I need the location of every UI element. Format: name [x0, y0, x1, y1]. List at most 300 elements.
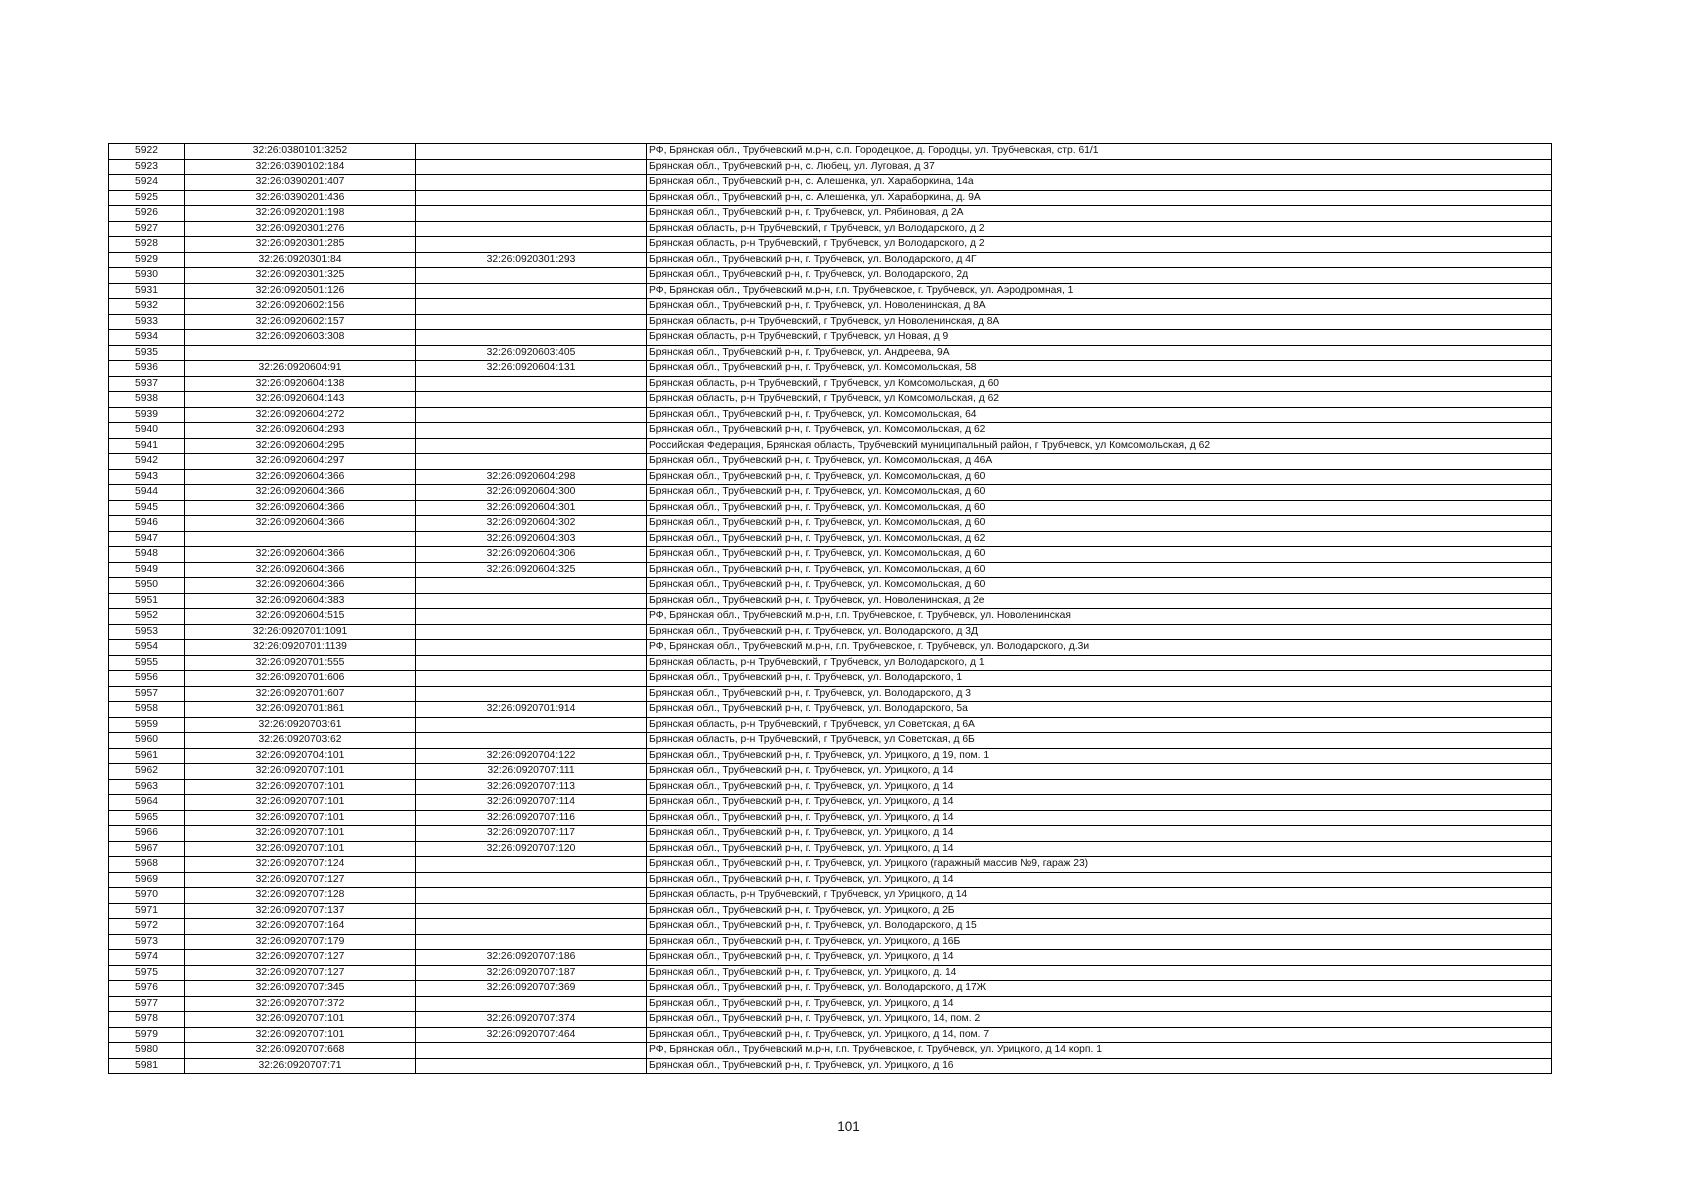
address-cell: Брянская обл., Трубчевский р-н, г. Трубчевск, ул. Комсомольская, д 60: [647, 547, 1552, 563]
row-number-cell: 5962: [109, 764, 185, 780]
row-number-cell: 5923: [109, 159, 185, 175]
cadastral-number-cell: 32:26:0920604:143: [185, 392, 416, 408]
related-cadastral-number-cell: 32:26:0920604:302: [416, 516, 647, 532]
address-cell: Брянская обл., Трубчевский р-н, г. Трубчевск, ул. Урицкого, д 16Б: [647, 934, 1552, 950]
row-number-cell: 5949: [109, 562, 185, 578]
row-number-cell: 5969: [109, 872, 185, 888]
address-cell: Брянская обл., Трубчевский р-н, г. Трубчевск, ул. Урицкого, д 14: [647, 795, 1552, 811]
row-number-cell: 5936: [109, 361, 185, 377]
related-cadastral-number-cell: 32:26:0920707:116: [416, 810, 647, 826]
table-row: [109, 640, 1552, 656]
row-number-cell: 5973: [109, 934, 185, 950]
related-cadastral-number-cell: [416, 593, 647, 609]
table-row: [109, 454, 1552, 470]
related-cadastral-number-cell: [416, 299, 647, 315]
row-number-cell: 5944: [109, 485, 185, 501]
row-number-cell: 5963: [109, 779, 185, 795]
table-row: [109, 888, 1552, 904]
related-cadastral-number-cell: [416, 175, 647, 191]
related-cadastral-number-cell: [416, 903, 647, 919]
related-cadastral-number-cell: 32:26:0920704:122: [416, 748, 647, 764]
related-cadastral-number-cell: [416, 686, 647, 702]
related-cadastral-number-cell: [416, 144, 647, 160]
row-number-cell: 5935: [109, 345, 185, 361]
address-cell: Брянская обл., Трубчевский р-н, г. Трубчевск, ул. Комсомольская, д 60: [647, 516, 1552, 532]
cadastral-number-cell: 32:26:0920703:62: [185, 733, 416, 749]
address-cell: Брянская обл., Трубчевский р-н, г. Трубчевск, ул. Володарского, д 17Ж: [647, 981, 1552, 997]
address-cell: Брянская обл., Трубчевский р-н, г. Трубчевск, ул. Володарского, 2д: [647, 268, 1552, 284]
address-cell: Брянская обл., Трубчевский р-н, г. Трубчевск, ул. Новоленинская, д 8А: [647, 299, 1552, 315]
row-number-cell: 5934: [109, 330, 185, 346]
table-row: [109, 345, 1552, 361]
table-row: [109, 826, 1552, 842]
related-cadastral-number-cell: [416, 1043, 647, 1059]
related-cadastral-number-cell: [416, 609, 647, 625]
row-number-cell: 5977: [109, 996, 185, 1012]
table-row: [109, 469, 1552, 485]
cadastral-number-cell: 32:26:0920604:366: [185, 547, 416, 563]
cadastral-number-cell: 32:26:0920707:101: [185, 810, 416, 826]
address-cell: Брянская обл., Трубчевский р-н, г. Трубчевск, ул. Новоленинская, д 2е: [647, 593, 1552, 609]
table-row: [109, 299, 1552, 315]
address-cell: Брянская обл., Трубчевский р-н, г. Трубчевск, ул. Комсомольская, д 60: [647, 562, 1552, 578]
table-row: [109, 593, 1552, 609]
row-number-cell: 5978: [109, 1012, 185, 1028]
table-row: [109, 624, 1552, 640]
row-number-cell: 5925: [109, 190, 185, 206]
address-cell: Брянская обл., Трубчевский р-н, г. Трубчевск, ул. Урицкого, д 14, пом. 7: [647, 1027, 1552, 1043]
related-cadastral-number-cell: [416, 376, 647, 392]
related-cadastral-number-cell: 32:26:0920604:325: [416, 562, 647, 578]
cadastral-number-cell: 32:26:0390201:436: [185, 190, 416, 206]
address-cell: Брянская обл., Трубчевский р-н, г. Трубчевск, ул. Комсомольская, 58: [647, 361, 1552, 377]
related-cadastral-number-cell: 32:26:0920707:464: [416, 1027, 647, 1043]
address-cell: Брянская обл., Трубчевский р-н, г. Трубчевск, ул. Комсомольская, д 62: [647, 531, 1552, 547]
row-number-cell: 5924: [109, 175, 185, 191]
row-number-cell: 5952: [109, 609, 185, 625]
address-cell: Брянская обл., Трубчевский р-н, г. Трубчевск, ул. Рябиновая, д 2А: [647, 206, 1552, 222]
cadastral-number-cell: 32:26:0920604:138: [185, 376, 416, 392]
related-cadastral-number-cell: [416, 624, 647, 640]
cadastral-number-cell: 32:26:0920707:101: [185, 795, 416, 811]
related-cadastral-number-cell: 32:26:0920707:117: [416, 826, 647, 842]
address-cell: Брянская обл., Трубчевский р-н, г. Трубчевск, ул. Комсомольская, д 60: [647, 485, 1552, 501]
related-cadastral-number-cell: [416, 283, 647, 299]
cadastral-number-cell: 32:26:0920604:515: [185, 609, 416, 625]
table-row: [109, 841, 1552, 857]
address-cell: Брянская обл., Трубчевский р-н, г. Трубчевск, ул. Урицкого, д 14: [647, 810, 1552, 826]
row-number-cell: 5931: [109, 283, 185, 299]
row-number-cell: 5961: [109, 748, 185, 764]
cadastral-number-cell: 32:26:0920604:272: [185, 407, 416, 423]
related-cadastral-number-cell: 32:26:0920707:113: [416, 779, 647, 795]
related-cadastral-number-cell: [416, 934, 647, 950]
row-number-cell: 5922: [109, 144, 185, 160]
row-number-cell: 5940: [109, 423, 185, 439]
table-row: [109, 206, 1552, 222]
address-cell: Брянская обл., Трубчевский р-н, г. Трубчевск, ул. Урицкого, д 16: [647, 1058, 1552, 1074]
row-number-cell: 5955: [109, 655, 185, 671]
cadastral-number-cell: 32:26:0920707:101: [185, 764, 416, 780]
cadastral-number-cell: 32:26:0920604:297: [185, 454, 416, 470]
cadastral-number-cell: 32:26:0920703:61: [185, 717, 416, 733]
row-number-cell: 5938: [109, 392, 185, 408]
table-row: [109, 159, 1552, 175]
table-row: [109, 655, 1552, 671]
table-row: [109, 1012, 1552, 1028]
related-cadastral-number-cell: [416, 717, 647, 733]
table-row: [109, 795, 1552, 811]
row-number-cell: 5954: [109, 640, 185, 656]
address-cell: РФ, Брянская обл., Трубчевский м.р-н, с.п. Городецкое, д. Городцы, ул. Трубчевская, стр. 61/1: [647, 144, 1552, 160]
table-row: [109, 221, 1552, 237]
cadastral-number-cell: 32:26:0920701:606: [185, 671, 416, 687]
table-row: [109, 252, 1552, 268]
table-row: [109, 144, 1552, 160]
cadastral-number-cell: 32:26:0920604:91: [185, 361, 416, 377]
related-cadastral-number-cell: 32:26:0920604:301: [416, 500, 647, 516]
row-number-cell: 5933: [109, 314, 185, 330]
registry-table: [108, 143, 1552, 1074]
related-cadastral-number-cell: [416, 407, 647, 423]
related-cadastral-number-cell: [416, 888, 647, 904]
related-cadastral-number-cell: 32:26:0920707:369: [416, 981, 647, 997]
table-row: [109, 361, 1552, 377]
address-cell: Брянская обл., Трубчевский р-н, г. Трубчевск, ул. Володарского, 1: [647, 671, 1552, 687]
address-cell: РФ, Брянская обл., Трубчевский м.р-н, г.п. Трубчевское, г. Трубчевск, ул. Новоленинская: [647, 609, 1552, 625]
address-cell: Брянская обл., Трубчевский р-н, с. Алешенка, ул. Хараборкина, д. 9А: [647, 190, 1552, 206]
related-cadastral-number-cell: [416, 733, 647, 749]
address-cell: Брянская обл., Трубчевский р-н, г. Трубчевск, ул. Володарского, д 15: [647, 919, 1552, 935]
cadastral-number-cell: 32:26:0920604:366: [185, 469, 416, 485]
cadastral-number-cell: 32:26:0920707:127: [185, 965, 416, 981]
cadastral-number-cell: 32:26:0920603:308: [185, 330, 416, 346]
table-row: [109, 330, 1552, 346]
row-number-cell: 5972: [109, 919, 185, 935]
row-number-cell: 5946: [109, 516, 185, 532]
address-cell: Брянская обл., Трубчевский р-н, г. Трубчевск, ул. Володарского, д 3: [647, 686, 1552, 702]
address-cell: РФ, Брянская обл., Трубчевский м.р-н, г.п. Трубчевское, г. Трубчевск, ул. Аэродромная, 1: [647, 283, 1552, 299]
address-cell: Брянская обл., Трубчевский р-н, г. Трубчевск, ул. Урицкого, д 14: [647, 826, 1552, 842]
address-cell: РФ, Брянская обл., Трубчевский м.р-н, г.п. Трубчевское, г. Трубчевск, ул. Урицкого, д 14 корп. 1: [647, 1043, 1552, 1059]
cadastral-number-cell: 32:26:0920201:198: [185, 206, 416, 222]
cadastral-number-cell: 32:26:0920301:276: [185, 221, 416, 237]
related-cadastral-number-cell: [416, 996, 647, 1012]
cadastral-number-cell: 32:26:0920604:366: [185, 578, 416, 594]
related-cadastral-number-cell: 32:26:0920707:111: [416, 764, 647, 780]
table-row: [109, 190, 1552, 206]
row-number-cell: 5927: [109, 221, 185, 237]
table-row: [109, 981, 1552, 997]
row-number-cell: 5926: [109, 206, 185, 222]
related-cadastral-number-cell: 32:26:0920604:300: [416, 485, 647, 501]
cadastral-number-cell: 32:26:0920701:1091: [185, 624, 416, 640]
address-cell: Брянская обл., Трубчевский р-н, с. Алешенка, ул. Хараборкина, 14а: [647, 175, 1552, 191]
address-cell: Брянская обл., Трубчевский р-н, г. Трубчевск, ул. Комсомольская, д 60: [647, 578, 1552, 594]
cadastral-number-cell: 32:26:0920604:383: [185, 593, 416, 609]
table-row: [109, 903, 1552, 919]
cadastral-number-cell: 32:26:0380101:3252: [185, 144, 416, 160]
cadastral-number-cell: 32:26:0920707:372: [185, 996, 416, 1012]
related-cadastral-number-cell: [416, 872, 647, 888]
cadastral-number-cell: 32:26:0920501:126: [185, 283, 416, 299]
address-cell: Брянская обл., Трубчевский р-н, г. Трубчевск, ул. Урицкого (гаражный массив №9, гараж 23): [647, 857, 1552, 873]
cadastral-number-cell: 32:26:0920604:295: [185, 438, 416, 454]
related-cadastral-number-cell: [416, 221, 647, 237]
address-cell: Российская Федерация, Брянская область, Трубчевский муниципальный район, г Трубчевск, ул Комсомольская, д 62: [647, 438, 1552, 454]
related-cadastral-number-cell: [416, 640, 647, 656]
address-cell: Брянская обл., Трубчевский р-н, г. Трубчевск, ул. Урицкого, д. 14: [647, 965, 1552, 981]
cadastral-number-cell: 32:26:0920604:366: [185, 516, 416, 532]
row-number-cell: 5928: [109, 237, 185, 253]
row-number-cell: 5975: [109, 965, 185, 981]
cadastral-number-cell: 32:26:0390102:184: [185, 159, 416, 175]
table-row: [109, 965, 1552, 981]
row-number-cell: 5930: [109, 268, 185, 284]
cadastral-number-cell: 32:26:0920701:861: [185, 702, 416, 718]
address-cell: Брянская область, р-н Трубчевский, г Трубчевск, ул Комсомольская, д 62: [647, 392, 1552, 408]
address-cell: Брянская обл., Трубчевский р-н, г. Трубчевск, ул. Урицкого, д 14: [647, 764, 1552, 780]
table-row: [109, 314, 1552, 330]
related-cadastral-number-cell: [416, 454, 647, 470]
cadastral-number-cell: 32:26:0920707:101: [185, 1027, 416, 1043]
address-cell: Брянская область, р-н Трубчевский, г Трубчевск, ул Володарского, д 2: [647, 237, 1552, 253]
table-row: [109, 996, 1552, 1012]
row-number-cell: 5950: [109, 578, 185, 594]
cadastral-number-cell: 32:26:0920707:101: [185, 841, 416, 857]
table-row: [109, 717, 1552, 733]
table-row: [109, 779, 1552, 795]
table-row: [109, 934, 1552, 950]
cadastral-number-cell: 32:26:0920707:127: [185, 950, 416, 966]
related-cadastral-number-cell: [416, 438, 647, 454]
table-row: [109, 748, 1552, 764]
related-cadastral-number-cell: [416, 857, 647, 873]
related-cadastral-number-cell: [416, 655, 647, 671]
address-cell: Брянская обл., Трубчевский р-н, г. Трубчевск, ул. Урицкого, д 14: [647, 779, 1552, 795]
related-cadastral-number-cell: [416, 919, 647, 935]
related-cadastral-number-cell: [416, 268, 647, 284]
table-row: [109, 872, 1552, 888]
table-row: [109, 407, 1552, 423]
related-cadastral-number-cell: 32:26:0920604:131: [416, 361, 647, 377]
address-cell: Брянская обл., Трубчевский р-н, г. Трубчевск, ул. Комсомольская, д 62: [647, 423, 1552, 439]
cadastral-number-cell: 32:26:0920701:555: [185, 655, 416, 671]
cadastral-number-cell: [185, 531, 416, 547]
table-row: [109, 919, 1552, 935]
cadastral-number-cell: 32:26:0920604:366: [185, 500, 416, 516]
address-cell: Брянская область, р-н Трубчевский, г Трубчевск, ул Новоленинская, д 8А: [647, 314, 1552, 330]
cadastral-number-cell: 32:26:0920701:1139: [185, 640, 416, 656]
related-cadastral-number-cell: 32:26:0920301:293: [416, 252, 647, 268]
related-cadastral-number-cell: [416, 159, 647, 175]
table-row: [109, 702, 1552, 718]
table-row: [109, 686, 1552, 702]
related-cadastral-number-cell: [416, 190, 647, 206]
address-cell: Брянская обл., Трубчевский р-н, г. Трубчевск, ул. Андреева, 9А: [647, 345, 1552, 361]
cadastral-number-cell: 32:26:0920707:101: [185, 826, 416, 842]
row-number-cell: 5980: [109, 1043, 185, 1059]
address-cell: Брянская область, р-н Трубчевский, г Трубчевск, ул Советская, д 6Б: [647, 733, 1552, 749]
address-cell: Брянская область, р-н Трубчевский, г Трубчевск, ул Комсомольская, д 60: [647, 376, 1552, 392]
table-row: [109, 392, 1552, 408]
address-cell: Брянская обл., Трубчевский р-н, г. Трубчевск, ул. Комсомольская, д 60: [647, 469, 1552, 485]
table-row: [109, 376, 1552, 392]
address-cell: Брянская область, р-н Трубчевский, г Трубчевск, ул Володарского, д 2: [647, 221, 1552, 237]
table-row: [109, 175, 1552, 191]
address-cell: Брянская обл., Трубчевский р-н, г. Трубчевск, ул. Урицкого, д 14: [647, 872, 1552, 888]
related-cadastral-number-cell: [416, 314, 647, 330]
row-number-cell: 5953: [109, 624, 185, 640]
related-cadastral-number-cell: [416, 330, 647, 346]
row-number-cell: 5957: [109, 686, 185, 702]
related-cadastral-number-cell: 32:26:0920707:120: [416, 841, 647, 857]
cadastral-number-cell: 32:26:0920604:366: [185, 485, 416, 501]
row-number-cell: 5951: [109, 593, 185, 609]
row-number-cell: 5976: [109, 981, 185, 997]
table-row: [109, 547, 1552, 563]
address-cell: Брянская обл., Трубчевский р-н, г. Трубчевск, ул. Володарского, 5а: [647, 702, 1552, 718]
cadastral-number-cell: 32:26:0920704:101: [185, 748, 416, 764]
cadastral-number-cell: [185, 345, 416, 361]
row-number-cell: 5967: [109, 841, 185, 857]
row-number-cell: 5971: [109, 903, 185, 919]
address-cell: Брянская обл., Трубчевский р-н, г. Трубчевск, ул. Урицкого, д 14: [647, 841, 1552, 857]
row-number-cell: 5937: [109, 376, 185, 392]
related-cadastral-number-cell: [416, 671, 647, 687]
related-cadastral-number-cell: 32:26:0920707:186: [416, 950, 647, 966]
related-cadastral-number-cell: 32:26:0920707:187: [416, 965, 647, 981]
cadastral-number-cell: 32:26:0920707:101: [185, 1012, 416, 1028]
row-number-cell: 5960: [109, 733, 185, 749]
row-number-cell: 5948: [109, 547, 185, 563]
row-number-cell: 5945: [109, 500, 185, 516]
address-cell: Брянская обл., Трубчевский р-н, с. Любец, ул. Луговая, д 37: [647, 159, 1552, 175]
cadastral-number-cell: 32:26:0920602:157: [185, 314, 416, 330]
table-row: [109, 237, 1552, 253]
row-number-cell: 5947: [109, 531, 185, 547]
row-number-cell: 5939: [109, 407, 185, 423]
related-cadastral-number-cell: [416, 1058, 647, 1074]
cadastral-number-cell: 32:26:0920707:345: [185, 981, 416, 997]
cadastral-number-cell: 32:26:0920301:325: [185, 268, 416, 284]
related-cadastral-number-cell: 32:26:0920604:298: [416, 469, 647, 485]
table-body: [109, 144, 1552, 1074]
related-cadastral-number-cell: [416, 423, 647, 439]
row-number-cell: 5979: [109, 1027, 185, 1043]
row-number-cell: 5964: [109, 795, 185, 811]
address-cell: Брянская обл., Трубчевский р-н, г. Трубчевск, ул. Володарского, д 4Г: [647, 252, 1552, 268]
table-row: [109, 578, 1552, 594]
address-cell: Брянская обл., Трубчевский р-н, г. Трубчевск, ул. Урицкого, д 2Б: [647, 903, 1552, 919]
related-cadastral-number-cell: [416, 578, 647, 594]
cadastral-number-cell: 32:26:0920707:137: [185, 903, 416, 919]
cadastral-number-cell: 32:26:0920707:127: [185, 872, 416, 888]
row-number-cell: 5929: [109, 252, 185, 268]
row-number-cell: 5941: [109, 438, 185, 454]
related-cadastral-number-cell: [416, 206, 647, 222]
address-cell: Брянская область, р-н Трубчевский, г Трубчевск, ул Урицкого, д 14: [647, 888, 1552, 904]
row-number-cell: 5958: [109, 702, 185, 718]
page-number: 101: [837, 1119, 860, 1134]
related-cadastral-number-cell: 32:26:0920707:374: [416, 1012, 647, 1028]
cadastral-number-cell: 32:26:0920602:156: [185, 299, 416, 315]
table-row: [109, 1027, 1552, 1043]
row-number-cell: 5956: [109, 671, 185, 687]
related-cadastral-number-cell: 32:26:0920604:303: [416, 531, 647, 547]
table-row: [109, 671, 1552, 687]
cadastral-number-cell: 32:26:0920707:179: [185, 934, 416, 950]
address-cell: Брянская обл., Трубчевский р-н, г. Трубчевск, ул. Комсомольская, 64: [647, 407, 1552, 423]
table-row: [109, 485, 1552, 501]
table-row: [109, 950, 1552, 966]
table-row: [109, 438, 1552, 454]
row-number-cell: 5932: [109, 299, 185, 315]
cadastral-number-cell: 32:26:0920707:164: [185, 919, 416, 935]
address-cell: Брянская область, р-н Трубчевский, г Трубчевск, ул Советская, д 6А: [647, 717, 1552, 733]
address-cell: Брянская обл., Трубчевский р-н, г. Трубчевск, ул. Урицкого, д 19, пом. 1: [647, 748, 1552, 764]
cadastral-number-cell: 32:26:0920707:128: [185, 888, 416, 904]
table-row: [109, 857, 1552, 873]
cadastral-number-cell: 32:26:0920707:101: [185, 779, 416, 795]
row-number-cell: 5970: [109, 888, 185, 904]
row-number-cell: 5942: [109, 454, 185, 470]
row-number-cell: 5981: [109, 1058, 185, 1074]
address-cell: Брянская обл., Трубчевский р-н, г. Трубчевск, ул. Володарского, д 3Д: [647, 624, 1552, 640]
related-cadastral-number-cell: 32:26:0920707:114: [416, 795, 647, 811]
address-cell: Брянская область, р-н Трубчевский, г Трубчевск, ул Новая, д 9: [647, 330, 1552, 346]
cadastral-number-cell: 32:26:0920301:84: [185, 252, 416, 268]
address-cell: Брянская обл., Трубчевский р-н, г. Трубчевск, ул. Комсомольская, д 46А: [647, 454, 1552, 470]
related-cadastral-number-cell: 32:26:0920604:306: [416, 547, 647, 563]
address-cell: Брянская обл., Трубчевский р-н, г. Трубчевск, ул. Комсомольская, д 60: [647, 500, 1552, 516]
related-cadastral-number-cell: [416, 237, 647, 253]
related-cadastral-number-cell: [416, 392, 647, 408]
cadastral-number-cell: 32:26:0920604:293: [185, 423, 416, 439]
cadastral-number-cell: 32:26:0920301:285: [185, 237, 416, 253]
cadastral-number-cell: 32:26:0920707:124: [185, 857, 416, 873]
cadastral-number-cell: 32:26:0920604:366: [185, 562, 416, 578]
row-number-cell: 5968: [109, 857, 185, 873]
address-cell: Брянская обл., Трубчевский р-н, г. Трубчевск, ул. Урицкого, д 14: [647, 996, 1552, 1012]
row-number-cell: 5966: [109, 826, 185, 842]
table-row: [109, 283, 1552, 299]
cadastral-number-cell: 32:26:0390201:407: [185, 175, 416, 191]
table-row: [109, 1058, 1552, 1074]
address-cell: Брянская область, р-н Трубчевский, г Трубчевск, ул Володарского, д 1: [647, 655, 1552, 671]
table-row: [109, 423, 1552, 439]
table-row: [109, 733, 1552, 749]
table-row: [109, 562, 1552, 578]
table-row: [109, 609, 1552, 625]
address-cell: Брянская обл., Трубчевский р-н, г. Трубчевск, ул. Урицкого, 14, пом. 2: [647, 1012, 1552, 1028]
related-cadastral-number-cell: 32:26:0920701:914: [416, 702, 647, 718]
table-row: [109, 268, 1552, 284]
table-row: [109, 810, 1552, 826]
address-cell: Брянская обл., Трубчевский р-н, г. Трубчевск, ул. Урицкого, д 14: [647, 950, 1552, 966]
table-row: [109, 764, 1552, 780]
cadastral-number-cell: 32:26:0920701:607: [185, 686, 416, 702]
cadastral-number-cell: 32:26:0920707:71: [185, 1058, 416, 1074]
row-number-cell: 5974: [109, 950, 185, 966]
address-cell: РФ, Брянская обл., Трубчевский м.р-н, г.п. Трубчевское, г. Трубчевск, ул. Володарского, д.3и: [647, 640, 1552, 656]
row-number-cell: 5965: [109, 810, 185, 826]
row-number-cell: 5943: [109, 469, 185, 485]
cadastral-number-cell: 32:26:0920707:668: [185, 1043, 416, 1059]
related-cadastral-number-cell: 32:26:0920603:405: [416, 345, 647, 361]
table-row: [109, 531, 1552, 547]
table-row: [109, 1043, 1552, 1059]
